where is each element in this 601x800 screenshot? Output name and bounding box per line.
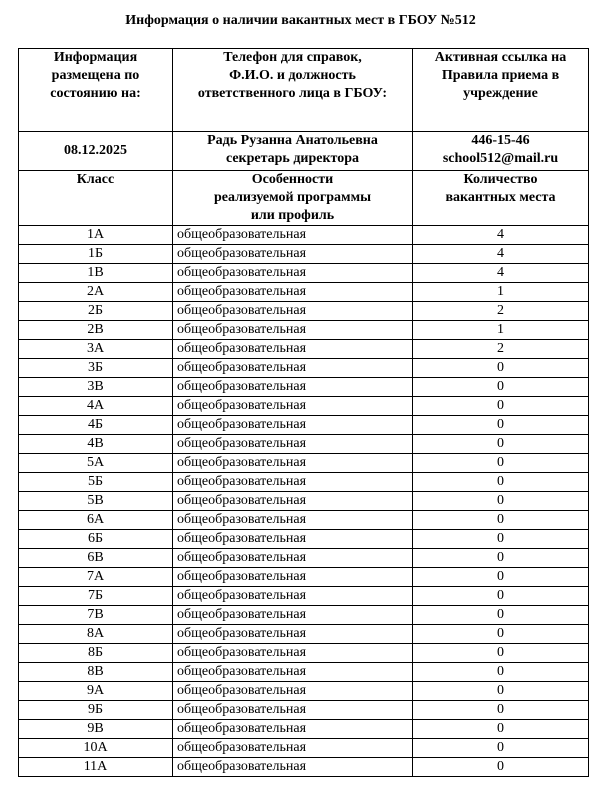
vacancies-cell: 0	[413, 587, 589, 606]
class-cell: 3А	[19, 340, 173, 359]
vacancies-cell: 0	[413, 720, 589, 739]
contact-email[interactable]: school512@mail.ru	[442, 151, 559, 166]
class-cell: 1Б	[19, 245, 173, 264]
vacancies-cell: 0	[413, 682, 589, 701]
vacancies-cell: 0	[413, 663, 589, 682]
responsible-person-cell	[173, 132, 413, 171]
program-cell: общеобразовательная	[173, 473, 413, 492]
class-cell: 1А	[19, 226, 173, 245]
header-contact-line: Телефон для справок,	[223, 50, 362, 65]
header-info-date-cell	[19, 49, 173, 132]
table-row	[19, 226, 589, 245]
header-rules-line: Активная ссылка на	[434, 50, 567, 65]
column-header-program	[173, 171, 413, 226]
column-header-class: Класс	[19, 171, 173, 226]
header-contact-line: Ф.И.О. и должность	[229, 68, 356, 83]
table-row	[19, 454, 589, 473]
vacancies-cell: 0	[413, 416, 589, 435]
class-cell: 8В	[19, 663, 173, 682]
table-row	[19, 663, 589, 682]
vacancies-cell: 0	[413, 492, 589, 511]
program-cell: общеобразовательная	[173, 359, 413, 378]
vacancies-cell: 0	[413, 378, 589, 397]
table-row	[19, 587, 589, 606]
table-row	[19, 739, 589, 758]
program-cell: общеобразовательная	[173, 644, 413, 663]
class-cell: 7В	[19, 606, 173, 625]
program-cell: общеобразовательная	[173, 606, 413, 625]
column-header-vacancies-line: Количество	[463, 172, 538, 187]
program-cell: общеобразовательная	[173, 758, 413, 777]
program-cell: общеобразовательная	[173, 245, 413, 264]
program-cell: общеобразовательная	[173, 397, 413, 416]
vacancies-cell: 0	[413, 739, 589, 758]
column-header-row	[19, 171, 589, 226]
class-cell: 5Б	[19, 473, 173, 492]
program-cell: общеобразовательная	[173, 435, 413, 454]
vacancies-cell: 2	[413, 302, 589, 321]
vacancies-cell: 1	[413, 321, 589, 340]
table-row	[19, 435, 589, 454]
column-header-program-line: или профиль	[250, 208, 335, 223]
class-cell: 3В	[19, 378, 173, 397]
column-header-program-line: Особенности	[251, 172, 334, 187]
class-cell: 6Б	[19, 530, 173, 549]
vacancies-cell: 0	[413, 625, 589, 644]
table-row	[19, 644, 589, 663]
table-row	[19, 245, 589, 264]
class-cell: 9Б	[19, 701, 173, 720]
info-header-row	[19, 49, 589, 132]
header-rules-link-cell	[413, 49, 589, 132]
table-row	[19, 473, 589, 492]
program-cell: общеобразовательная	[173, 416, 413, 435]
contact-row	[19, 132, 589, 171]
class-cell: 7Б	[19, 587, 173, 606]
class-cell: 2Б	[19, 302, 173, 321]
table-row	[19, 511, 589, 530]
class-cell: 7А	[19, 568, 173, 587]
header-info-date-line: Информация	[53, 50, 138, 65]
program-cell: общеобразовательная	[173, 720, 413, 739]
vacancies-cell: 0	[413, 644, 589, 663]
program-cell: общеобразовательная	[173, 283, 413, 302]
header-rules-line: учреждение	[463, 86, 538, 101]
class-rows	[19, 226, 589, 777]
contact-phone: 446-15-46	[471, 133, 530, 148]
class-cell: 3Б	[19, 359, 173, 378]
vacancies-cell: 4	[413, 264, 589, 283]
program-cell: общеобразовательная	[173, 739, 413, 758]
program-cell: общеобразовательная	[173, 340, 413, 359]
table-row	[19, 283, 589, 302]
class-cell: 11А	[19, 758, 173, 777]
table-row	[19, 340, 589, 359]
table-row	[19, 568, 589, 587]
vacancies-table	[18, 48, 589, 777]
class-cell: 2А	[19, 283, 173, 302]
class-cell: 5А	[19, 454, 173, 473]
table-row	[19, 720, 589, 739]
table-row	[19, 530, 589, 549]
class-cell: 5В	[19, 492, 173, 511]
table-row	[19, 416, 589, 435]
program-cell: общеобразовательная	[173, 663, 413, 682]
vacancies-cell: 0	[413, 701, 589, 720]
vacancies-cell: 0	[413, 454, 589, 473]
info-date: 08.12.2025	[19, 132, 173, 171]
class-cell: 6А	[19, 511, 173, 530]
table-row	[19, 682, 589, 701]
vacancies-cell: 0	[413, 359, 589, 378]
class-cell: 4В	[19, 435, 173, 454]
program-cell: общеобразовательная	[173, 587, 413, 606]
program-cell: общеобразовательная	[173, 454, 413, 473]
program-cell: общеобразовательная	[173, 625, 413, 644]
vacancies-cell: 0	[413, 530, 589, 549]
program-cell: общеобразовательная	[173, 568, 413, 587]
table-row	[19, 378, 589, 397]
class-cell: 8А	[19, 625, 173, 644]
table-row	[19, 549, 589, 568]
program-cell: общеобразовательная	[173, 321, 413, 340]
program-cell: общеобразовательная	[173, 226, 413, 245]
table-row	[19, 625, 589, 644]
table-row	[19, 321, 589, 340]
table-row	[19, 397, 589, 416]
class-cell: 1В	[19, 264, 173, 283]
program-cell: общеобразовательная	[173, 492, 413, 511]
vacancies-cell: 0	[413, 435, 589, 454]
vacancies-cell: 0	[413, 758, 589, 777]
responsible-person-name: Радь Рузанна Анатольевна	[207, 133, 378, 148]
program-cell: общеобразовательная	[173, 549, 413, 568]
header-contact-cell	[173, 49, 413, 132]
vacancies-cell: 0	[413, 397, 589, 416]
vacancies-cell: 0	[413, 511, 589, 530]
vacancies-cell: 4	[413, 245, 589, 264]
program-cell: общеобразовательная	[173, 302, 413, 321]
table-row	[19, 701, 589, 720]
table-row	[19, 359, 589, 378]
vacancies-cell: 2	[413, 340, 589, 359]
class-cell: 2В	[19, 321, 173, 340]
column-header-program-line: реализуемой программы	[213, 190, 372, 205]
table-row	[19, 758, 589, 777]
class-cell: 4А	[19, 397, 173, 416]
column-header-vacancies-line: вакантных места	[445, 190, 556, 205]
vacancies-cell: 0	[413, 549, 589, 568]
document-title: Информация о наличии вакантных мест в ГБОУ №512	[125, 13, 476, 28]
table-row	[19, 492, 589, 511]
table-row	[19, 264, 589, 283]
class-cell: 8Б	[19, 644, 173, 663]
column-header-vacancies	[413, 171, 589, 226]
contact-details-cell	[413, 132, 589, 171]
vacancies-cell: 1	[413, 283, 589, 302]
class-cell: 4Б	[19, 416, 173, 435]
class-cell: 9В	[19, 720, 173, 739]
program-cell: общеобразовательная	[173, 701, 413, 720]
class-cell: 6В	[19, 549, 173, 568]
program-cell: общеобразовательная	[173, 264, 413, 283]
program-cell: общеобразовательная	[173, 378, 413, 397]
table-row	[19, 302, 589, 321]
class-cell: 10А	[19, 739, 173, 758]
header-rules-line: Правила приема в	[441, 68, 560, 83]
header-info-date-line: состоянию на:	[50, 86, 141, 101]
program-cell: общеобразовательная	[173, 530, 413, 549]
header-info-date-line: размещена по	[51, 68, 140, 83]
vacancies-cell: 0	[413, 568, 589, 587]
vacancies-cell: 0	[413, 473, 589, 492]
program-cell: общеобразовательная	[173, 682, 413, 701]
vacancies-cell: 4	[413, 226, 589, 245]
vacancies-cell: 0	[413, 606, 589, 625]
class-cell: 9А	[19, 682, 173, 701]
responsible-person-position: секретарь директора	[225, 151, 360, 166]
header-contact-line: ответственного лица в ГБОУ:	[197, 86, 388, 101]
program-cell: общеобразовательная	[173, 511, 413, 530]
table-row	[19, 606, 589, 625]
